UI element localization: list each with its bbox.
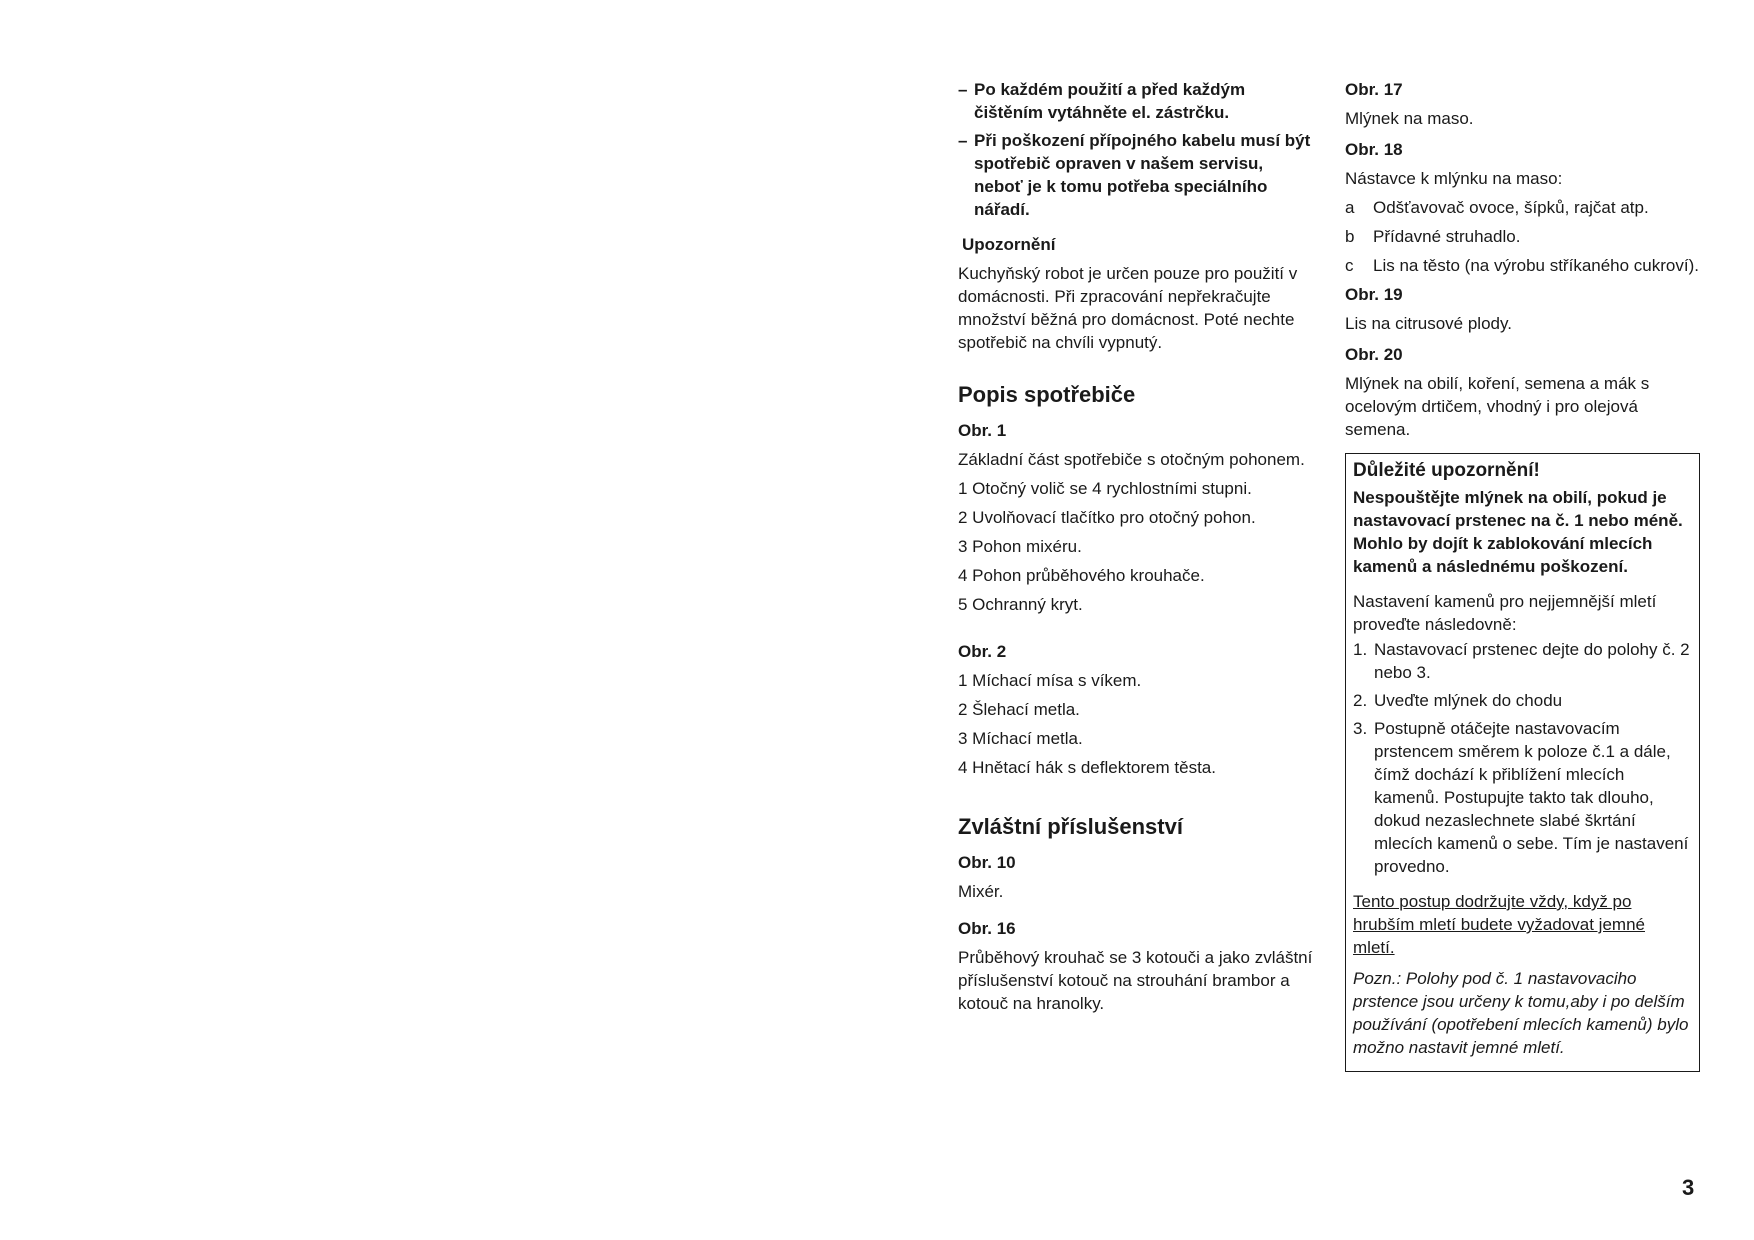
list-item: 2 Uvolňovací tlačítko pro otočný pohon. (958, 508, 1256, 527)
list-item: 2 Šlehací metla. (958, 700, 1080, 719)
list-item: 4 Pohon průběhového krouhače. (958, 566, 1205, 585)
box-title: Důležité upozornění! (1353, 460, 1540, 481)
item-letter: c (1345, 256, 1354, 275)
section-title-prislusenstvi: Zvláštní příslušenství (958, 814, 1183, 839)
obr10-label: Obr. 10 (958, 853, 1016, 872)
step-text: Uveďte mlýnek do chodu (1374, 691, 1563, 710)
important-notice-box (1345, 453, 1700, 1072)
page-number: 3 (1682, 1175, 1695, 1200)
obr16-label: Obr. 16 (958, 919, 1016, 938)
list-item: 4 Hnětací hák s deflektorem těsta. (958, 758, 1216, 777)
warning-text: Po každém použití a před každým čištěním vytáhněte el. zástrčku. (974, 80, 1246, 122)
obr1-intro: Základní část spotřebiče s otočným pohonem. (958, 450, 1305, 469)
obr18-intro: Nástavce k mlýnku na maso: (1345, 169, 1563, 188)
obr10-text: Mixér. (958, 882, 1004, 901)
list-item: 5 Ochranný kryt. (958, 595, 1083, 614)
step-item (1353, 638, 1691, 684)
warning-text: Při poškození přípojného kabelu musí být spotřebič opraven v našem servisu, neboť je k tomu potřeba speciálního nářadí. (974, 131, 1311, 219)
warning-item (958, 129, 1313, 221)
obr17-label: Obr. 17 (1345, 80, 1403, 99)
item-text: Lis na těsto (na výrobu stříkaného cukroví). (1373, 256, 1699, 275)
step-item (1353, 689, 1691, 712)
dash-marker: – (958, 80, 968, 99)
left-column (958, 78, 1313, 1015)
obr16-text: Průběhový krouhač se 3 kotouči a jako zvláštní příslušenství kotouč na strouhání brambor a kotouč na hranolky. (958, 948, 1313, 1013)
step-text: Nastavovací prstenec dejte do polohy č. 2 nebo 3. (1374, 640, 1690, 682)
item-text: Odšťavovač ovoce, šípků, rajčat atp. (1373, 198, 1649, 217)
step-number: 2. (1353, 691, 1368, 710)
obr2-label: Obr. 2 (958, 642, 1007, 661)
box-italic-note: Pozn.: Polohy pod č. 1 nastavovaciho prstence jsou určeny k tomu,aby i po delším používání (opotřebení mlecích kamenů) bylo možno nastavit jemné mletí. (1353, 969, 1689, 1057)
obr17-text: Mlýnek na maso. (1345, 109, 1474, 128)
item-letter: b (1345, 227, 1355, 246)
warning-item (958, 78, 1313, 124)
obr19-text: Lis na citrusové plody. (1345, 314, 1512, 333)
right-column (1345, 78, 1700, 1072)
list-item: 1 Míchací mísa s víkem. (958, 671, 1142, 690)
obr20-text: Mlýnek na obilí, koření, semena a mák s ocelovým drtičem, vhodný i pro olejová semena. (1345, 374, 1650, 439)
list-item: 1 Otočný volič se 4 rychlostními stupni. (958, 479, 1252, 498)
box-setup-intro: Nastavení kamenů pro nejjemnější mletí proveďte následovně: (1353, 592, 1657, 634)
section-title-popis: Popis spotřebiče (958, 382, 1136, 407)
list-item (1345, 196, 1700, 219)
obr1-label: Obr. 1 (958, 421, 1007, 440)
item-text: Přídavné struhadlo. (1373, 227, 1521, 246)
obr19-label: Obr. 19 (1345, 285, 1403, 304)
step-number: 1. (1353, 640, 1368, 659)
list-item: 3 Pohon mixéru. (958, 537, 1082, 556)
dash-marker: – (958, 131, 968, 150)
list-item: 3 Míchací metla. (958, 729, 1083, 748)
box-underlined-note: Tento postup dodržujte vždy, když po hrubším mletí budete vyžadovat jemné mletí. (1353, 892, 1645, 957)
item-letter: a (1345, 198, 1355, 217)
notice-text: Kuchyňský robot je určen pouze pro použití v domácnosti. Při zpracování nepřekračujte množství běžná pro domácnost. Poté nechte spotřebič na chvíli vypnutý. (958, 264, 1298, 352)
step-item (1353, 717, 1691, 878)
step-text: Postupně otáčejte nastavovacím prstencem směrem k poloze č.1 a dále, čímž dochází k přiblížení mlecích kamenů. Postupujte takto tak dlouho, dokud nezaslechnete slabé škrtání mlecích kamenů o sebe. Tím je nastavení provedno. (1374, 719, 1689, 876)
box-warning: Nespouštějte mlýnek na obilí, pokud je nastavovací prstenec na č. 1 nebo méně. Mohlo by dojít k zablokování mlecích kamenů a následnému poškození. (1353, 488, 1683, 576)
list-item (1345, 225, 1700, 248)
notice-heading: Upozornění (962, 235, 1056, 254)
step-number: 3. (1353, 719, 1368, 738)
obr20-label: Obr. 20 (1345, 345, 1403, 364)
obr18-label: Obr. 18 (1345, 140, 1403, 159)
list-item (1345, 254, 1700, 277)
